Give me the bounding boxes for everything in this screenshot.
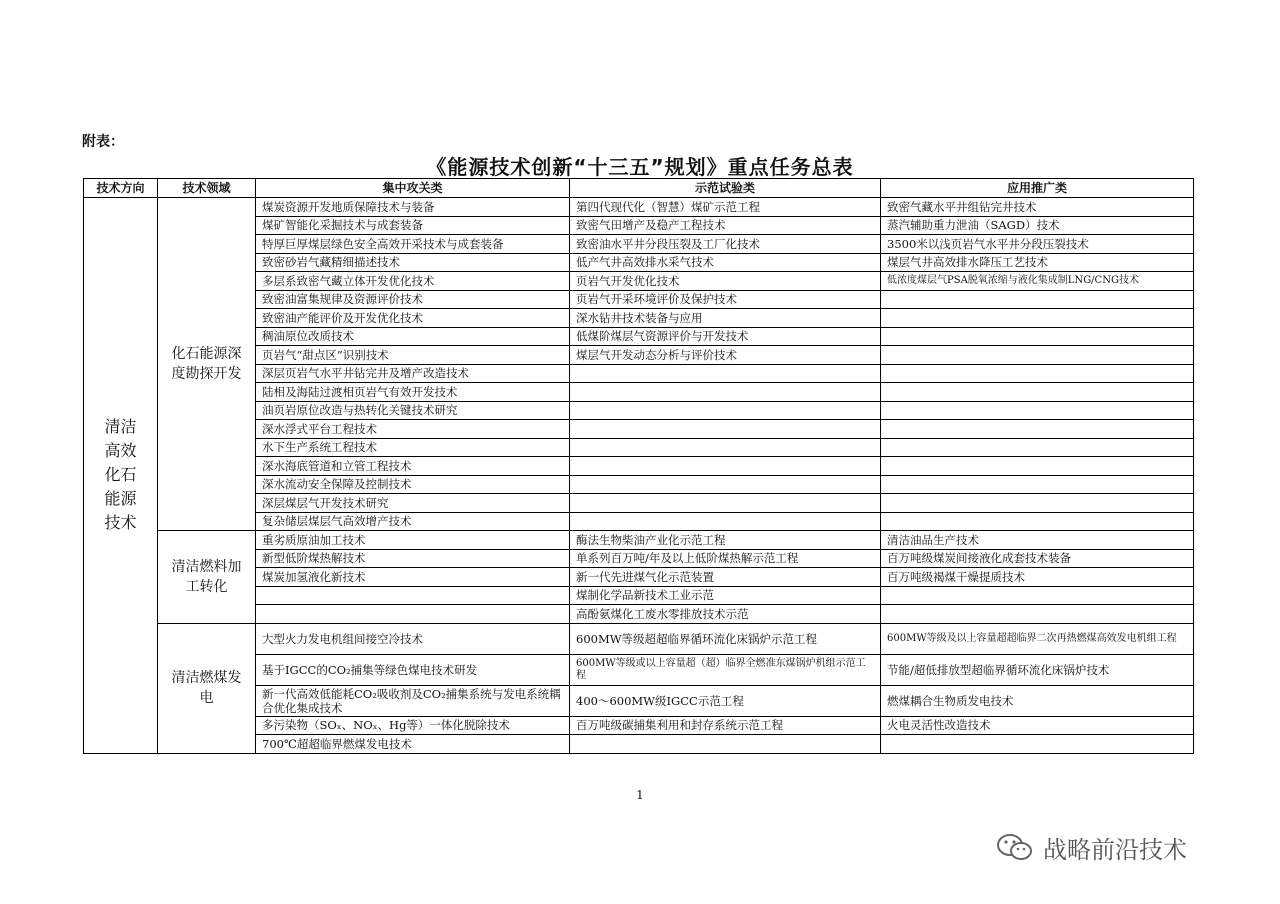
demonstration-cell: 致密油水平井分段压裂及工厂化技术 bbox=[570, 235, 881, 254]
demonstration-cell: 煤制化学品新技术工业示范 bbox=[570, 586, 881, 605]
research-cell: 深层页岩气水平井钻完井及增产改造技术 bbox=[256, 364, 570, 383]
demonstration-cell: 致密气田增产及稳产工程技术 bbox=[570, 216, 881, 235]
research-cell: 深水流动安全保障及控制技术 bbox=[256, 475, 570, 494]
table-row bbox=[84, 198, 1194, 217]
research-cell: 深水海底管道和立管工程技术 bbox=[256, 457, 570, 476]
research-cell: 致密砂岩气藏精细描述技术 bbox=[256, 253, 570, 272]
application-cell bbox=[881, 327, 1194, 346]
application-cell: 蒸汽辅助重力泄油（SAGD）技术 bbox=[881, 216, 1194, 235]
research-cell: 煤炭资源开发地质保障技术与装备 bbox=[256, 198, 570, 217]
demonstration-cell bbox=[570, 401, 881, 420]
research-cell: 重劣质原油加工技术 bbox=[256, 531, 570, 550]
demonstration-cell bbox=[570, 475, 881, 494]
application-cell: 600MW等级及以上容量超超临界二次再热燃煤高效发电机组工程 bbox=[881, 623, 1194, 654]
application-cell: 火电灵活性改造技术 bbox=[881, 716, 1194, 735]
demonstration-cell: 低煤阶煤层气资源评价与开发技术 bbox=[570, 327, 881, 346]
demonstration-cell: 单系列百万吨/年及以上低阶煤热解示范工程 bbox=[570, 549, 881, 568]
demonstration-cell bbox=[570, 457, 881, 476]
research-cell: 基于IGCC的CO₂捕集等绿色煤电技术研发 bbox=[256, 654, 570, 685]
field-cell: 清洁燃料加工转化 bbox=[158, 531, 256, 624]
demonstration-cell: 页岩气开发优化技术 bbox=[570, 272, 881, 291]
attachment-label: 附表： bbox=[82, 134, 124, 150]
research-cell: 复杂储层煤层气高效增产技术 bbox=[256, 512, 570, 531]
demonstration-cell: 煤层气开发动态分析与评价技术 bbox=[570, 346, 881, 365]
demonstration-cell bbox=[570, 438, 881, 457]
application-cell bbox=[881, 512, 1194, 531]
application-cell: 3500米以浅页岩气水平井分段压裂技术 bbox=[881, 235, 1194, 254]
application-cell bbox=[881, 383, 1194, 402]
research-cell: 油页岩原位改造与热转化关键技术研究 bbox=[256, 401, 570, 420]
application-cell: 低浓度煤层气PSA脱氧浓缩与液化集成制LNG/CNG技术 bbox=[881, 272, 1194, 291]
direction-cell: 清洁高效化石能源技术 bbox=[84, 198, 158, 754]
demonstration-cell: 深水钻井技术装备与应用 bbox=[570, 309, 881, 328]
page-number: 1 bbox=[636, 788, 644, 802]
application-cell: 百万吨级褐煤干燥提质技术 bbox=[881, 568, 1194, 587]
research-cell: 致密油产能评价及开发优化技术 bbox=[256, 309, 570, 328]
demonstration-cell: 400～600MW级IGCC示范工程 bbox=[570, 685, 881, 716]
table-row bbox=[84, 531, 1194, 550]
demonstration-cell: 新一代先进煤气化示范装置 bbox=[570, 568, 881, 587]
research-cell bbox=[256, 586, 570, 605]
demonstration-cell bbox=[570, 494, 881, 513]
wechat-icon bbox=[995, 832, 1035, 864]
task-table bbox=[83, 178, 1194, 754]
demonstration-cell bbox=[570, 383, 881, 402]
research-cell: 新一代高效低能耗CO₂吸收剂及CO₂捕集系统与发电系统耦合优化集成技术 bbox=[256, 685, 570, 716]
field-cell: 清洁燃煤发电 bbox=[158, 623, 256, 753]
demonstration-cell bbox=[570, 512, 881, 531]
demonstration-cell: 低产气井高效排水采气技术 bbox=[570, 253, 881, 272]
research-cell: 陆相及海陆过渡相页岩气有效开发技术 bbox=[256, 383, 570, 402]
research-cell: 水下生产系统工程技术 bbox=[256, 438, 570, 457]
application-cell bbox=[881, 494, 1194, 513]
demonstration-cell: 页岩气开采环境评价及保护技术 bbox=[570, 290, 881, 309]
application-cell bbox=[881, 586, 1194, 605]
research-cell bbox=[256, 605, 570, 624]
application-cell bbox=[881, 605, 1194, 624]
research-cell: 深层煤层气开发技术研究 bbox=[256, 494, 570, 513]
table-row bbox=[84, 623, 1194, 654]
demonstration-cell bbox=[570, 364, 881, 383]
demonstration-cell bbox=[570, 735, 881, 754]
watermark bbox=[995, 830, 1187, 865]
demonstration-cell: 酶法生物柴油产业化示范工程 bbox=[570, 531, 881, 550]
application-cell: 百万吨级煤炭间接液化成套技术装备 bbox=[881, 549, 1194, 568]
application-cell: 清洁油品生产技术 bbox=[881, 531, 1194, 550]
demonstration-cell: 第四代现代化（智慧）煤矿示范工程 bbox=[570, 198, 881, 217]
header-research: 集中攻关类 bbox=[256, 179, 570, 198]
watermark-text: 战略前沿技术 bbox=[1043, 836, 1187, 864]
page-title: 《能源技术创新“十三五”规划》重点任务总表 bbox=[426, 155, 854, 179]
application-cell bbox=[881, 735, 1194, 754]
demonstration-cell bbox=[570, 420, 881, 439]
application-cell bbox=[881, 401, 1194, 420]
research-cell: 煤炭加氢液化新技术 bbox=[256, 568, 570, 587]
research-cell: 多层系致密气藏立体开发优化技术 bbox=[256, 272, 570, 291]
research-cell: 特厚巨厚煤层绿色安全高效开采技术与成套装备 bbox=[256, 235, 570, 254]
application-cell: 致密气藏水平井组钻完井技术 bbox=[881, 198, 1194, 217]
application-cell: 燃煤耦合生物质发电技术 bbox=[881, 685, 1194, 716]
research-cell: 致密油富集规律及资源评价技术 bbox=[256, 290, 570, 309]
demonstration-cell: 600MW等级或以上容量超（超）临界全燃准东煤锅炉机组示范工程 bbox=[570, 654, 881, 685]
application-cell bbox=[881, 457, 1194, 476]
research-cell: 多污染物（SOₓ、NOₓ、Hg等）一体化脱除技术 bbox=[256, 716, 570, 735]
header-field: 技术领域 bbox=[158, 179, 256, 198]
research-cell: 新型低阶煤热解技术 bbox=[256, 549, 570, 568]
header-application: 应用推广类 bbox=[881, 179, 1194, 198]
demonstration-cell: 百万吨级碳捕集利用和封存系统示范工程 bbox=[570, 716, 881, 735]
application-cell bbox=[881, 346, 1194, 365]
application-cell bbox=[881, 438, 1194, 457]
research-cell: 深水浮式平台工程技术 bbox=[256, 420, 570, 439]
application-cell bbox=[881, 420, 1194, 439]
field-cell: 化石能源深度勘探开发 bbox=[158, 198, 256, 531]
application-cell: 节能/超低排放型超临界循环流化床锅炉技术 bbox=[881, 654, 1194, 685]
application-cell bbox=[881, 309, 1194, 328]
header-direction: 技术方向 bbox=[84, 179, 158, 198]
demonstration-cell: 600MW等级超超临界循环流化床锅炉示范工程 bbox=[570, 623, 881, 654]
header-demonstration: 示范试验类 bbox=[570, 179, 881, 198]
research-cell: 页岩气“甜点区”识别技术 bbox=[256, 346, 570, 365]
application-cell bbox=[881, 475, 1194, 494]
research-cell: 煤矿智能化采掘技术与成套装备 bbox=[256, 216, 570, 235]
demonstration-cell: 高酚氨煤化工废水零排放技术示范 bbox=[570, 605, 881, 624]
application-cell bbox=[881, 364, 1194, 383]
research-cell: 稠油原位改质技术 bbox=[256, 327, 570, 346]
application-cell: 煤层气井高效排水降压工艺技术 bbox=[881, 253, 1194, 272]
application-cell bbox=[881, 290, 1194, 309]
research-cell: 大型火力发电机组间接空冷技术 bbox=[256, 623, 570, 654]
research-cell: 700℃超超临界燃煤发电技术 bbox=[256, 735, 570, 754]
